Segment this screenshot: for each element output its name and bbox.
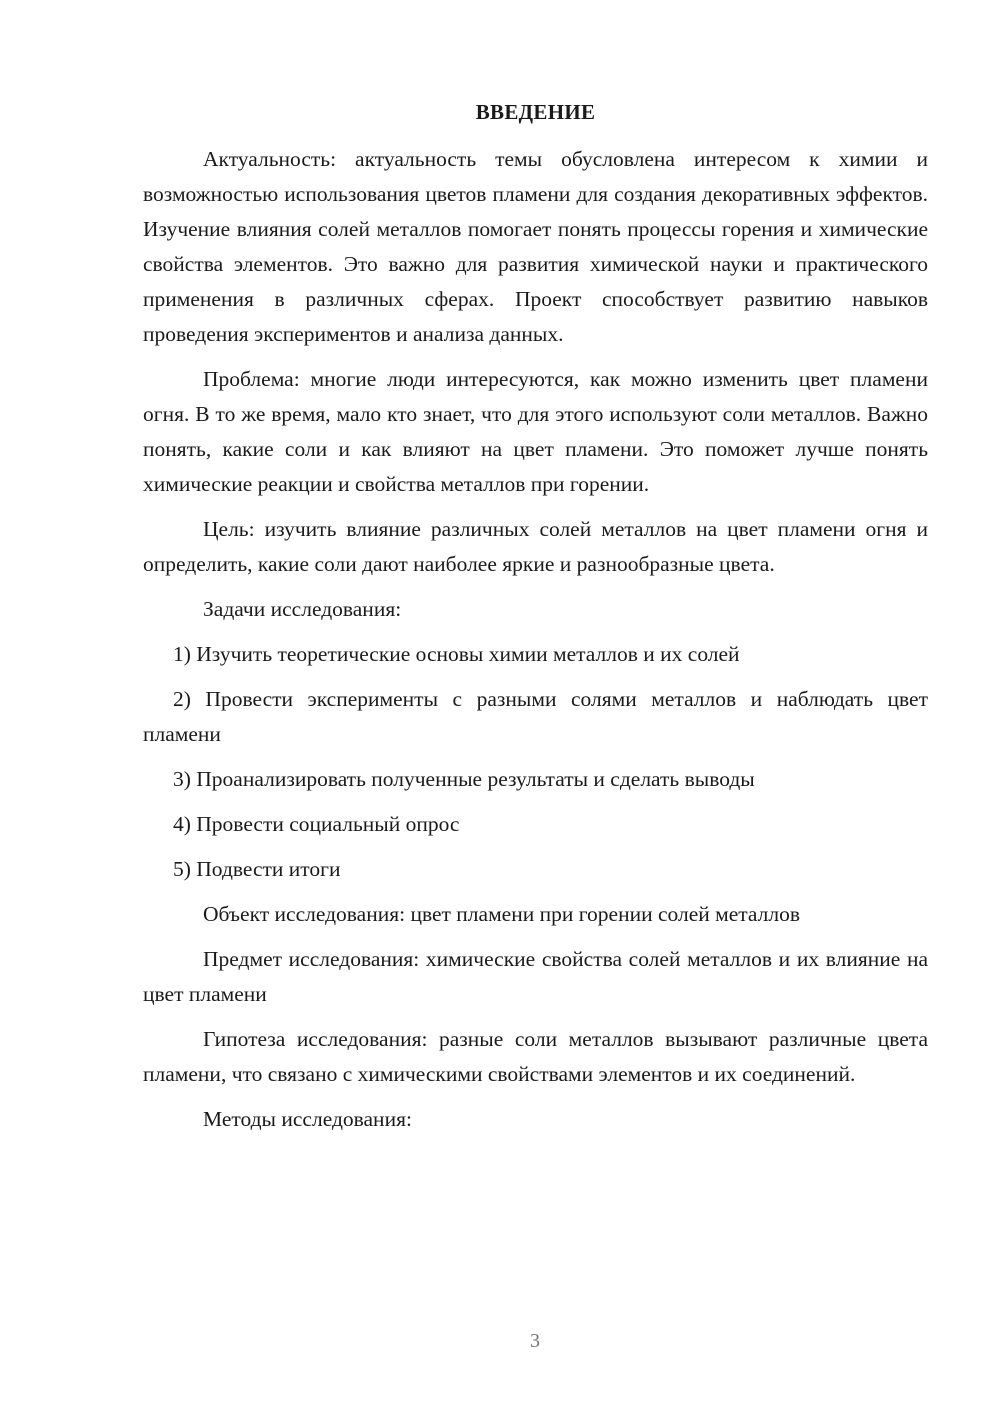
section-title: ВВЕДЕНИЕ xyxy=(475,100,596,124)
tasks-heading: Задачи исследования: xyxy=(203,597,402,621)
relevance-paragraph: Актуальность: актуальность темы обусловлена интересом к химии и возможностью использования цветов пламени для создания декоративных эффектов. Изучение влияния солей металлов помогает понять процессы горения и химические свойства элементов. Это важно для развития химической науки и практического применения в различных сферах. Проект способствует развитию навыков проведения экспериментов и анализа данных. xyxy=(143,147,928,346)
problem-paragraph: Проблема: многие люди интересуются, как можно изменить цвет пламени огня. В то же время, мало кто знает, что для этого используют соли металлов. Важно понять, какие соли и как влияют на цвет пламени. Это поможет лучше понять химические реакции и свойства металлов при горении. xyxy=(143,367,928,496)
document-page xyxy=(143,95,928,1147)
goal-paragraph: Цель: изучить влияние различных солей металлов на цвет пламени огня и определить, какие соли дают наиболее яркие и разнообразные цвета. xyxy=(143,517,928,576)
task-item-5: 5) Подвести итоги xyxy=(173,857,341,881)
research-object: Объект исследования: цвет пламени при горении солей металлов xyxy=(203,902,801,926)
task-item-2: 2) Провести эксперименты с разными солями металлов и наблюдать цвет пламени xyxy=(143,687,928,746)
task-item-3: 3) Проанализировать полученные результаты и сделать выводы xyxy=(173,767,755,791)
task-item-4: 4) Провести социальный опрос xyxy=(173,812,460,836)
task-item-1: 1) Изучить теоретические основы химии металлов и их солей xyxy=(173,642,740,666)
page-number: 3 xyxy=(530,1330,540,1352)
research-subject: Предмет исследования: химические свойства солей металлов и их влияние на цвет пламени xyxy=(143,947,928,1006)
research-hypothesis: Гипотеза исследования: разные соли металлов вызывают различные цвета пламени, что связано с химическими свойствами элементов и их соединений. xyxy=(143,1027,928,1086)
research-methods: Методы исследования: xyxy=(203,1107,412,1131)
